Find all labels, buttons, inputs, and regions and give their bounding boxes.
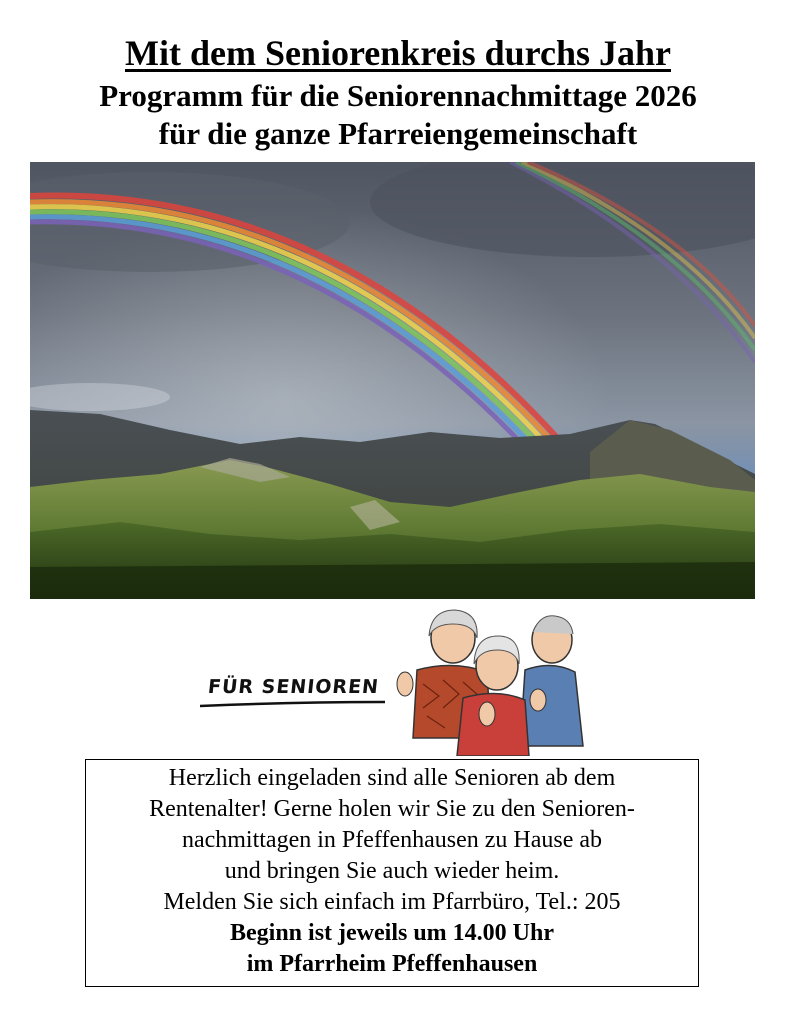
fuer-senioren-label: FÜR SENIOREN bbox=[206, 676, 381, 698]
info-line: Herzlich eingeladen sind alle Senioren ab dem bbox=[168, 765, 616, 791]
subtitle-line-1: Programm für die Seniorennachmittage 2026 bbox=[99, 78, 697, 113]
page-title-text: Mit dem Seniorenkreis durchs Jahr bbox=[124, 33, 672, 73]
info-line: Rentenalter! Gerne holen wir Sie zu den Senioren- bbox=[149, 796, 635, 822]
info-line: nachmittagen in Pfeffenhausen zu Hause ab bbox=[181, 827, 603, 853]
subtitle-line-2: für die ganze Pfarreiengemeinschaft bbox=[158, 116, 638, 151]
start-time-line: Beginn ist jeweils um 14.00 Uhr bbox=[230, 920, 554, 946]
info-line: Melden Sie sich einfach im Pfarrbüro, Tel.: 205 bbox=[163, 889, 621, 915]
page-title bbox=[0, 32, 796, 74]
info-line: und bringen Sie auch wieder heim. bbox=[224, 858, 560, 884]
invitation-box bbox=[85, 759, 699, 987]
location-line: im Pfarrheim Pfeffenhausen bbox=[246, 951, 538, 977]
rainbow-mountain-photo bbox=[30, 162, 755, 599]
